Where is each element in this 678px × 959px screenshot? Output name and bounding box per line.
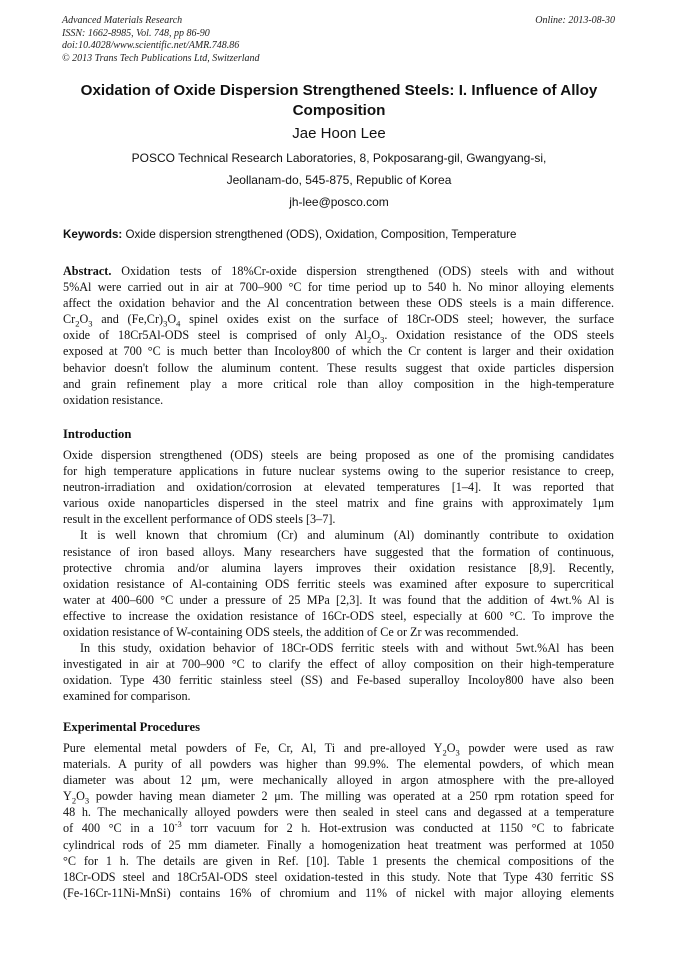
- experimental-line: materials. A purity of all powders was higher than 99.9%. The elemental powders, of which mean: [63, 757, 614, 772]
- abstract-line: 5%Al were carried out in air at 700–900 °C for time period up to 540 h. No minor alloying elements: [63, 280, 614, 295]
- abstract: [63, 263, 614, 408]
- abstract-line: exposed at 700 °C is much better than Incoloy800 of which the Cr content is larger and their oxidation: [63, 344, 614, 359]
- intro-line: water at 400–600 °C under a pressure of 25 MPa [2,3]. It was found that the addition of 4wt.% Al is: [63, 592, 614, 607]
- introduction-heading: Introduction: [63, 427, 132, 441]
- intro-line: examined for comparison.: [63, 689, 191, 704]
- experimental-body: [63, 740, 614, 901]
- introduction-body: [63, 447, 614, 705]
- intro-line: It is well known that chromium (Cr) and aluminum (Al) dominantly contribute to oxidation: [80, 528, 614, 543]
- intro-line: result in the excellent performance of ODS steels [3–7].: [63, 512, 336, 527]
- experimental-line: $Y_2O_3$ powder having mean diameter 2 μm. The milling was operated at a 250 rpm rotation speed for: [63, 789, 614, 806]
- experimental-line: Pure elemental metal powders of Fe, Cr, Al, Ti and pre-alloyed $Y_2O_3$ powder were used as raw: [63, 741, 614, 758]
- journal-name: Advanced Materials Research: [62, 15, 183, 26]
- experimental-line: cylindrical rods of 25 mm diameter. Finally a homogenization heat treatment was performed at 1050: [63, 837, 614, 852]
- abstract-line: and grain refinement play a more critical role than alloy composition in the high-temperature: [63, 376, 614, 391]
- experimental-line: (Fe-16Cr-11Ni-MnSi) contains 16% of chromium and 11% of nickel with major alloying elements: [63, 885, 614, 900]
- intro-line: protective chromia and/or alumina layers improves their oxidation resistance [8,9]. Recently,: [63, 560, 614, 575]
- intro-line: Oxide dispersion strengthened (ODS) steels are being proposed as one of the promising candidates: [63, 448, 614, 462]
- author-name: Jae Hoon Lee: [292, 125, 386, 142]
- intro-line: investigated in air at 700–900 °C to clarify the effect of alloy composition on their high-temperature: [63, 657, 614, 672]
- keywords-text: Oxide dispersion strengthened (ODS), Oxidation, Composition, Temperature: [125, 228, 517, 241]
- keywords-label: Keywords:: [63, 228, 123, 241]
- abstract-line: Abstract. Oxidation tests of 18%Cr-oxide dispersion strengthened (ODS) steels with and without: [63, 264, 615, 278]
- online-date: Online: 2013-08-30: [535, 15, 615, 26]
- intro-line: effective to increase the oxidation resistance of 16Cr-ODS steel, especially at 600 °C. To improve the: [63, 608, 614, 623]
- copyright-line: © 2013 Trans Tech Publications Ltd, Switzerland: [62, 52, 260, 64]
- intro-line: resistance of iron based alloys. Many researchers have suggested that the formation of continuous,: [63, 544, 614, 559]
- intro-line: oxidation. Type 430 ferritic stainless steel (SS) and Fe-based superalloy Incoloy800 have also been: [63, 673, 614, 688]
- affiliation-line-2: Jeollanam-do, 545-875, Republic of Korea: [226, 173, 452, 187]
- experimental-line: of 400 °C in a $10^{-3}$ torr vacuum for 2 h. Hot-extrusion was conducted at 1150 °C to fabricate: [63, 819, 614, 836]
- abstract-line: oxide of 18Cr5Al-ODS steel is comprised of only $Al_2O_3$. Oxidation resistance of the ODS steels: [63, 328, 615, 345]
- abstract-line: affect the oxidation behavior and the Al concentration between these ODS steels is a main difference.: [63, 296, 614, 311]
- keywords: [63, 227, 623, 242]
- intro-line: various oxide nanoparticles dispersed in the steel matrix and fine grains with approximately 1μm: [63, 496, 614, 511]
- experimental-line: °C for 1 h. The details are given in Ref. [10]. Table 1 presents the chemical compositions of the: [63, 853, 614, 868]
- abstract-line: oxidation resistance.: [63, 392, 164, 407]
- intro-line: In this study, oxidation behavior of 18Cr-ODS ferritic steels with and without 5wt.%Al has been: [80, 641, 614, 656]
- intro-line: neutron-irradiation and oxidation/corrosion at elevated temperatures [1–4]. It was reported that: [63, 480, 614, 495]
- running-header: [62, 15, 260, 65]
- experimental-line: diameter was about 12 μm, were mechanically alloyed in argon atmosphere with the pre-alloyed: [63, 773, 614, 788]
- experimental-heading: Experimental Procedures: [63, 720, 200, 734]
- issn-line: ISSN: 1662-8985, Vol. 748, pp 86-90: [62, 27, 210, 39]
- experimental-line: 18Cr-ODS steel and 18Cr5Al-ODS steel oxidation-tested in this study. Note that Type 430 ferritic SS: [63, 869, 614, 884]
- experimental-line: 48 h. The mechanically alloyed powders were then sealed in steel cans and degassed at a temperature: [63, 805, 614, 820]
- title-line-2: Composition: [292, 102, 386, 119]
- affiliation-line-1: POSCO Technical Research Laboratories, 8, Pokposarang-gil, Gwangyang-si,: [131, 151, 547, 165]
- abstract-label: Abstract.: [63, 264, 112, 278]
- intro-line: for high temperature applications in future nuclear systems owing to the superior resistance to creep,: [63, 464, 614, 479]
- title-line-1: Oxidation of Oxide Dispersion Strengthened Steels: I. Influence of Alloy: [80, 82, 598, 99]
- author-email[interactable]: jh-lee@posco.com: [289, 195, 389, 209]
- paper-title: [50, 81, 628, 121]
- intro-line: oxidation resistance of W-containing ODS steels, the addition of Ce or Zr was recommended.: [63, 625, 519, 640]
- intro-line: oxidation resistance of Al-containing ODS ferritic steels was examined after exposure to supercritical: [63, 576, 614, 591]
- abstract-line: $Cr_2O_3$ and $(Fe,Cr)_3O_4$ spinel oxides exist on the surface of 18Cr-ODS steel; however, the surface: [63, 312, 614, 329]
- doi-line[interactable]: doi:10.4028/www.scientific.net/AMR.748.86: [62, 40, 240, 51]
- abstract-line: behavior doesn't follow the aluminum content. These results suggest that oxide particles dispersion: [63, 360, 614, 375]
